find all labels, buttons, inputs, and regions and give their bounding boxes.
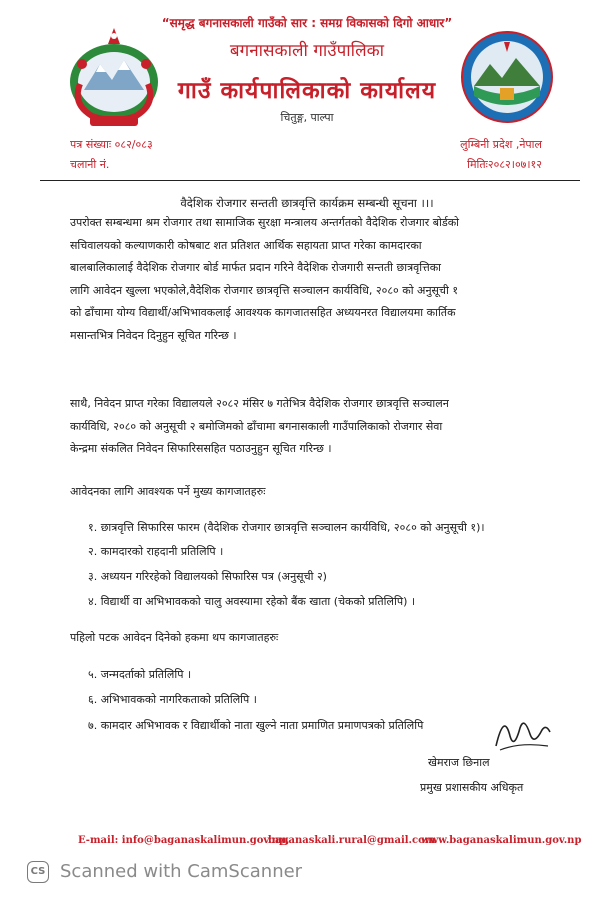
document-item: ३. अध्ययन गरिरहेको विद्यालयको सिफारिस पत्र (अनुसूची २) — [88, 570, 327, 583]
footer-email[interactable]: E-mail: info@baganaskalimun.gov.np, — [78, 835, 290, 846]
paragraph-line: को ढाँचामा योग्य विद्यार्थी/अभिभावकलाई आवश्यक कागजातसहित अध्ययनरत विद्यालयमा कार्तिक — [70, 306, 456, 319]
header-divider — [40, 180, 580, 181]
paragraph-line: मसान्तभित्र निवेदन दिनुहुन सूचित गरिन्छ । — [70, 328, 237, 342]
paragraph-line: कार्यविधि, २०८० को अनुसूची २ बमोजिमको ढाँचामा बगनासकाली गाउँपालिकाको रोजगार सेवा — [70, 419, 443, 433]
signatory-title: प्रमुख प्रशासकीय अधिकृत — [420, 781, 524, 794]
paragraph-1 — [70, 212, 548, 347]
letterhead-motto: “समृद्ध बगनासकाली गाउँको सार : समग्र विकासको दिगो आधार” — [161, 16, 453, 30]
extra-documents-heading: पहिलो पटक आवेदन दिनेको हकमा थप कागजातहरुः — [70, 631, 279, 644]
letter-date: मितिः२०८२।०७।१२ — [467, 158, 542, 171]
paragraph-line: उपरोक्त सम्बन्धमा श्रम रोजगार तथा सामाजिक सुरक्षा मन्त्रालय अन्तर्गतको वैदेशिक रोजगार बोर्डको — [70, 216, 460, 229]
office-address: चितुङ्ग, पाल्पा — [280, 111, 334, 124]
extra-document-item: ६. अभिभावकको नागरिकताको प्रतिलिपि । — [88, 693, 257, 706]
dispatch-number: चलानी नं. — [70, 158, 110, 171]
paragraph-line: बालबालिकालाई वैदेशिक रोजगार बोर्ड मार्फत प्रदान गरिने वैदेशिक रोजगारी सन्तती छात्रवृत्तिका — [70, 261, 442, 274]
extra-document-item: ७. कामदार अभिभावक र विद्यार्थीको नाता खुल्ने नाता प्रमाणित प्रमाणपत्रको प्रतिलिपि — [88, 719, 424, 732]
paragraph-line: साथै, निवेदन प्राप्त गरेका विद्यालयले २०८२ मंसिर ७ गतेभित्र वैदेशिक रोजगार छात्रवृत्ति सञ्चालन — [70, 397, 449, 410]
camscanner-icon: CS — [27, 861, 49, 883]
province-label: लुम्बिनी प्रदेश ,नेपाल — [460, 138, 542, 151]
handwritten-signature — [490, 706, 554, 758]
office-name: बगनासकाली गाउँपालिका — [229, 41, 385, 61]
documents-heading: आवेदनका लागि आवश्यक पर्ने मुख्य कागजातहरुः — [70, 485, 266, 498]
paragraph-2 — [70, 393, 548, 461]
reference-number: पत्र संख्याः ०८२/०८३ — [70, 138, 153, 151]
document-item: १. छात्रवृत्ति सिफारिस फारम (वैदेशिक रोजगार छात्रवृत्ति सञ्चालन कार्यविधि, २०८० को अनुसूची १)। — [88, 521, 485, 534]
office-title: गाउँ कार्यपालिकाको कार्यालय — [177, 78, 437, 104]
signatory-name: खेमराज छिनाल — [428, 756, 490, 769]
document-item: ४. विद्यार्थी वा अभिभावकको चालु अवस्यामा रहेको बैंक खाता (चेकको प्रतिलिपि) । — [88, 595, 416, 608]
footer-website[interactable]: www.baganaskalimun.gov.np — [421, 835, 582, 846]
document-item: २. कामदारको राहदानी प्रतिलिपि । — [88, 545, 224, 558]
paragraph-line: केन्द्रमा संकलित निवेदन सिफारिससहित पठाउनुहुन सूचित गरिन्छ । — [70, 442, 332, 455]
notice-subject: वैदेशिक रोजगार सन्तती छात्रवृत्ति कार्यक्रम सम्बन्धी सूचना ।।। — [180, 196, 434, 210]
paragraph-line: सचिवालयको कल्याणकारी कोषबाट शत प्रतिशत आर्थिक सहायता प्राप्त गरेका कामदारका — [70, 238, 422, 252]
footer-email-2[interactable]: baganaskali.rural@gmail.com — [268, 835, 436, 846]
scanner-watermark: Scanned with CamScanner — [60, 861, 303, 882]
extra-document-item: ५. जन्मदर्ताको प्रतिलिपि । — [88, 668, 192, 681]
paragraph-line: लागि आवेदन खुल्ला भएकोले,वैदेशिक रोजगार छात्रवृत्ति सञ्चालन कार्यविधि, २०८० को अनुसूची १ — [70, 283, 459, 297]
